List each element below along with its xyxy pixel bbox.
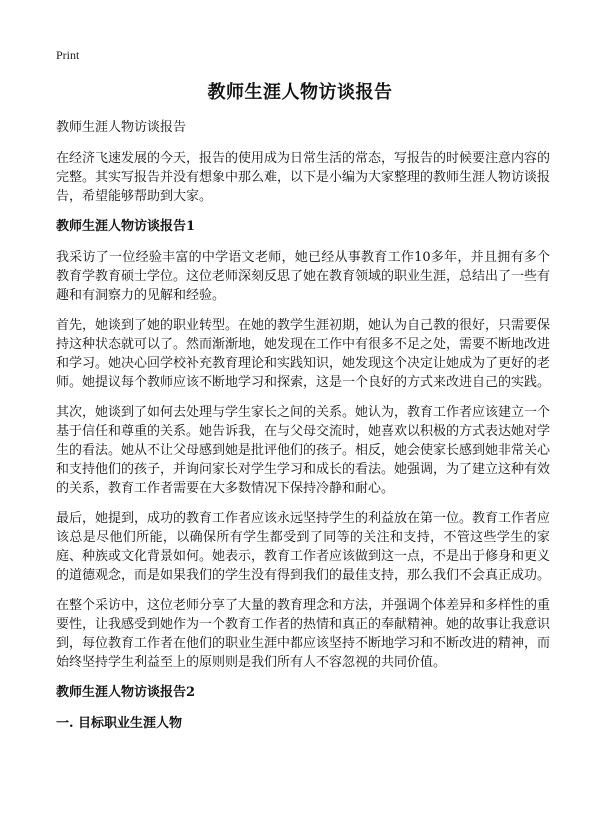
- section-1-paragraph-5: 在整个采访中，这位老师分享了大量的教育理念和方法，并强调个体差异和多样性的重要性，让我感受到她作为一个教育工作者的热情和真正的奉献精神。她的故事让我意识到，每位教育工作者在他们的职业生涯中都应该坚持不断地学习和不断改进的精神，而始终坚持学生利益至上的原则则是我们所有人不容忽视的共同价值。: [56, 598, 551, 670]
- document-title: 教师生涯人物访谈报告: [207, 82, 393, 103]
- section-1-paragraph-2: 首先，她谈到了她的职业转型。在她的教学生涯初期，她认为自己教的很好，只需要保持这种状态就可以了。然而渐渐地，她发现在工作中有很多不足之处，需要不断地改进和学习。她决心回学校补充教育理论和实践知识，她发现这个决定让她成为了更好的老师。她提议每个教师应该不断地学习和探索，这是一个良好的方式来改进自己的实践。: [56, 318, 551, 390]
- section-1-paragraph-3: 其次，她谈到了如何去处理与学生家长之间的关系。她认为，教育工作者应该建立一个基于信任和尊重的关系。她告诉我，在与父母交流时，她喜欢以积极的方式表达她对学生的看法。她从不让父母感到她是批评他们的孩子。相反，她会使家长感到她非常关心和支持他们的孩子，并询问家长对学生学习和成长的看法。她强调，为了建立这种有效的关系，教育工作者需要在大多数情况下保持冷静和耐心。: [56, 405, 551, 496]
- print-link[interactable]: Print: [56, 48, 80, 62]
- document-body: [56, 118, 550, 745]
- section-2-heading: 教师生涯人物访谈报告2: [56, 685, 196, 700]
- section-1-paragraph-1: 我采访了一位经验丰富的中学语文老师，她已经从事教育工作10多年，并且拥有多个教育学教育硕士学位。这位老师深刻反思了她在教育领域的职业生涯，总结出了一些有趣和有洞察力的见解和经验。: [56, 250, 551, 303]
- intro-paragraph: 在经济飞速发展的今天，报告的使用成为日常生活的常态，写报告的时候要注意内容的完整。其实写报告并没有想象中那么难，以下是小编为大家整理的教师生涯人物访谈报告，希望能够帮助到大家。: [56, 151, 551, 204]
- section-1-paragraph-4: 最后，她提到，成功的教育工作者应该永远坚持学生的利益放在第一位。教育工作者应该总是尽他们所能，以确保所有学生都受到了同等的关注和支持，不管这些学生的家庭、种族或文化背景如何。她表示，教育工作者应该做到这一点，不是出于修身和更义的道德观念，而是如果我们的学生没有得到我们的最佳支持，那么我们不会真正成功。: [56, 511, 551, 583]
- section-1-heading: 教师生涯人物访谈报告1: [56, 219, 196, 234]
- section-2-subheading: 一. 目标职业生涯人物: [56, 716, 183, 731]
- document-subtitle: 教师生涯人物访谈报告: [56, 120, 187, 135]
